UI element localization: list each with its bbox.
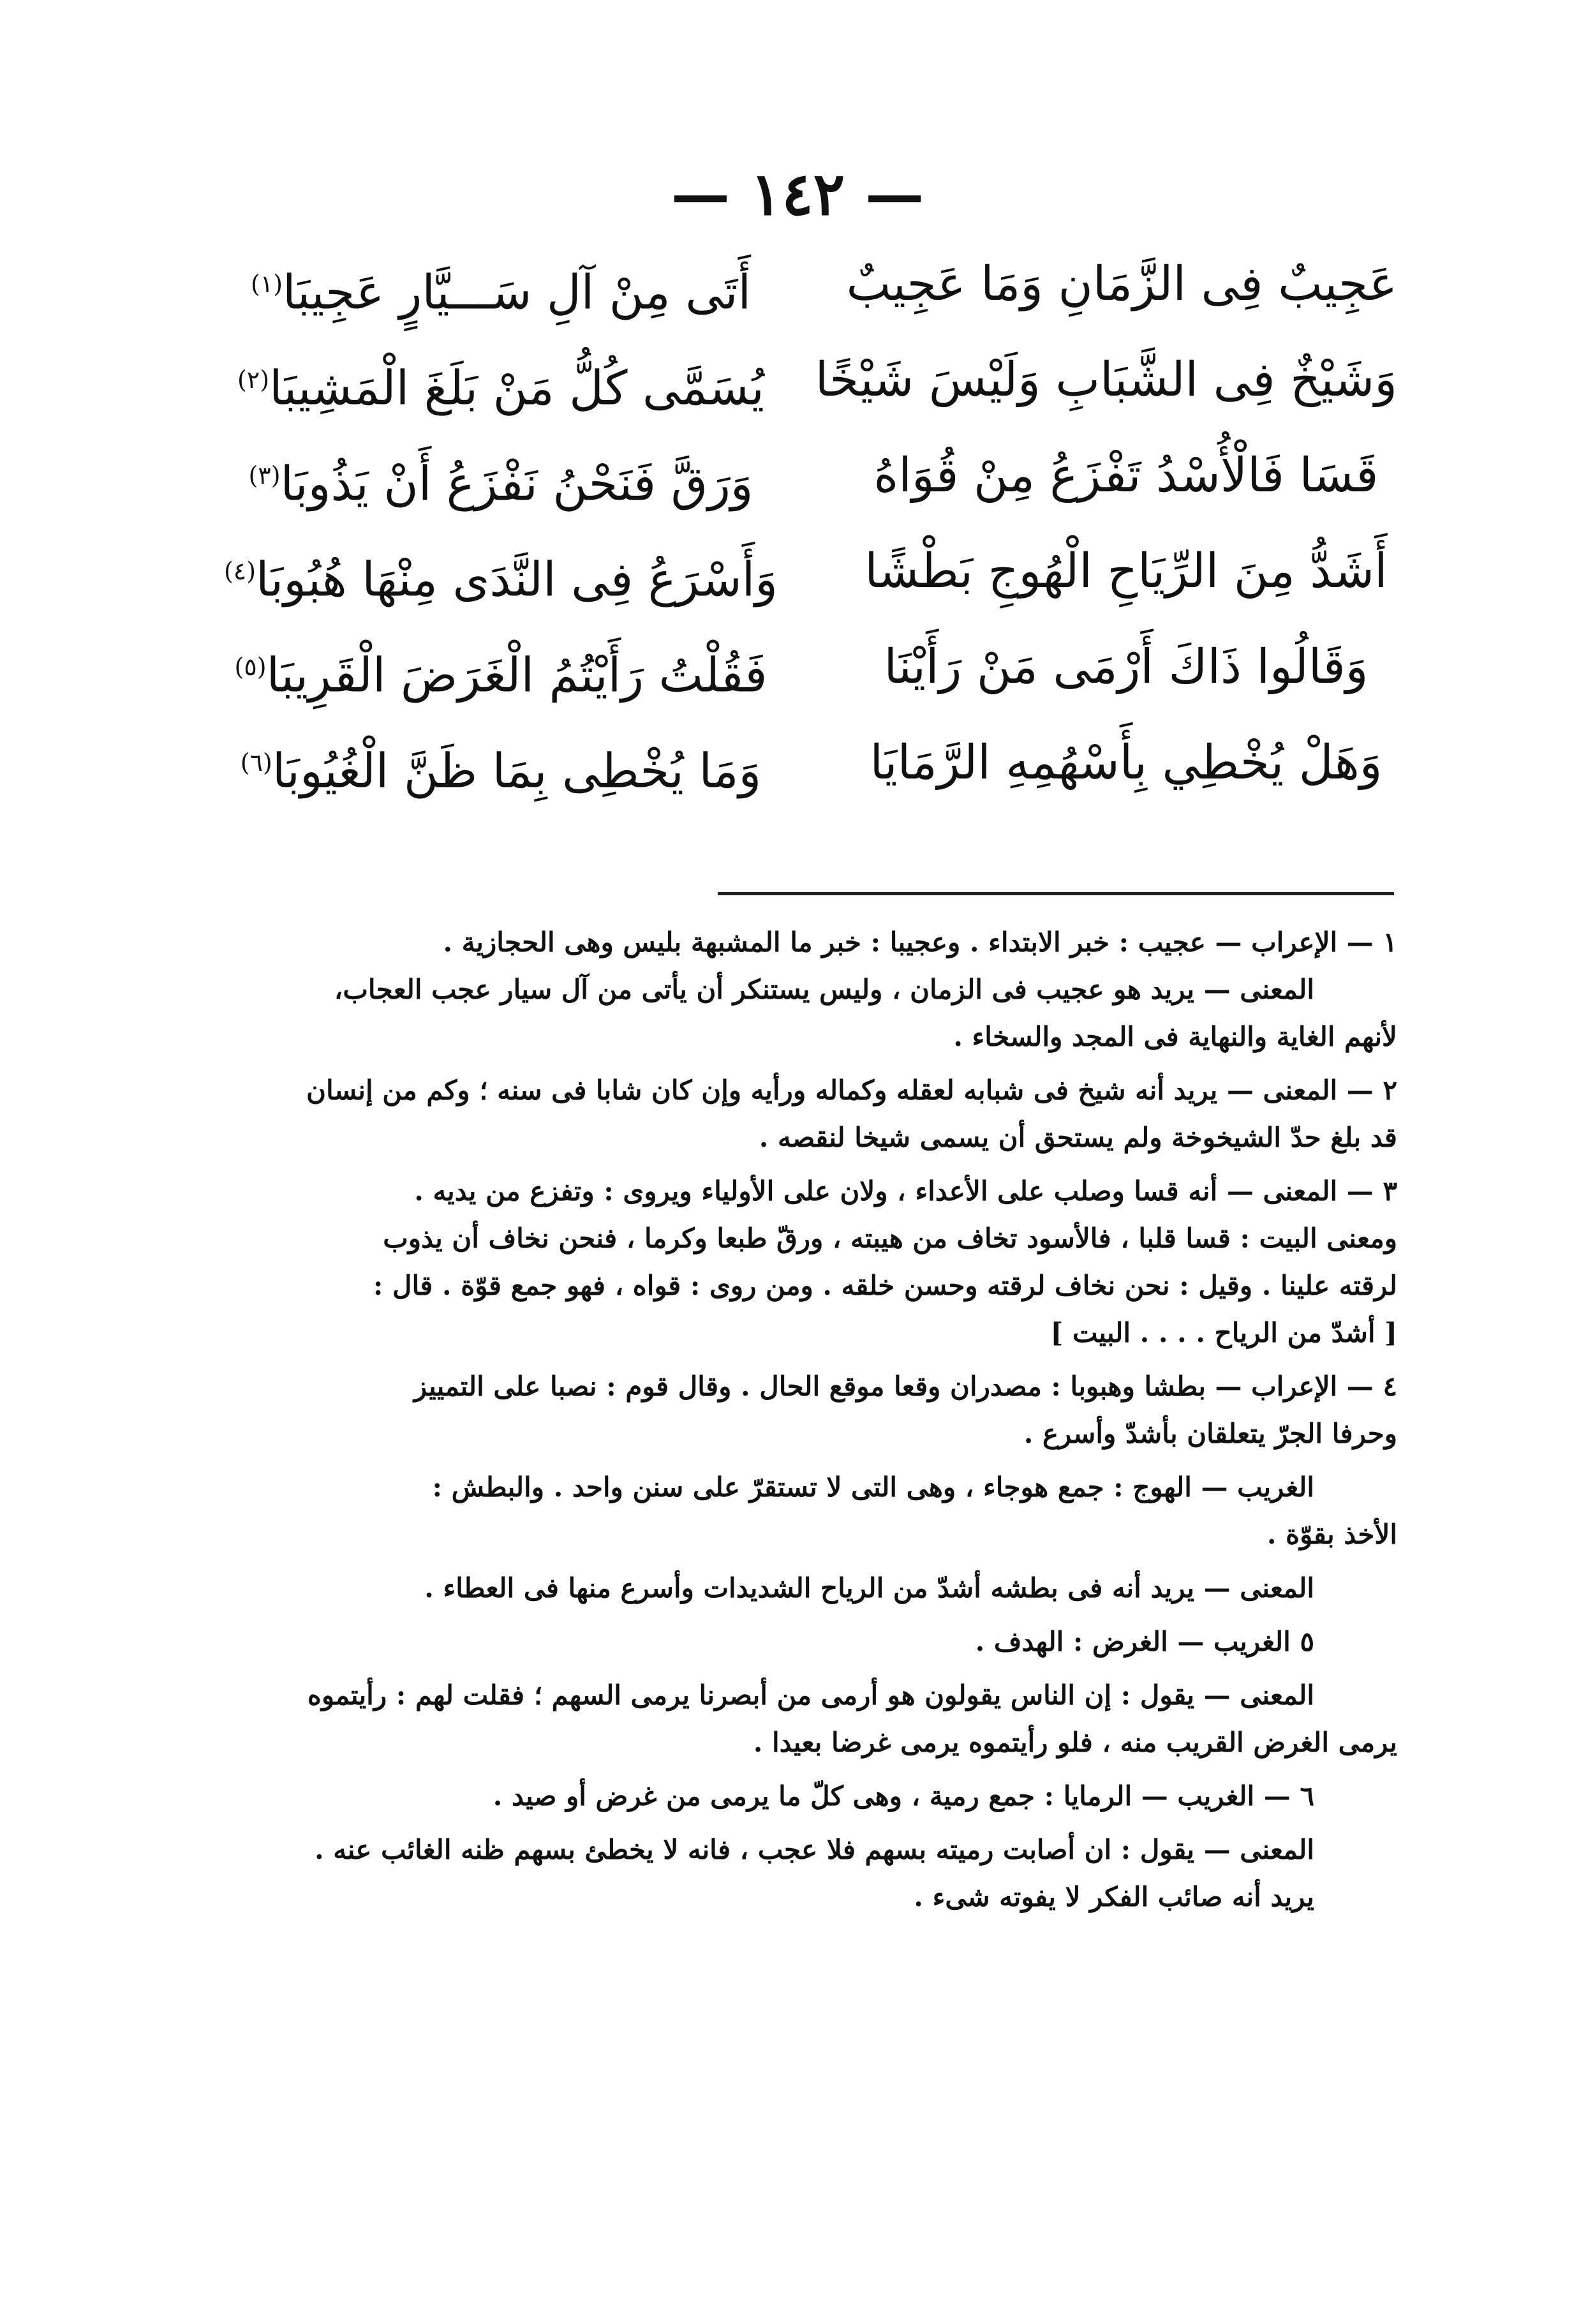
note-line: ومعنى البيت : قسا قلبا ، فالأسود تخاف من هيبته ، ورقّ طبعا وكرما ، فنحن نخاف أن يذوب [383,1223,1397,1254]
verse-first-hemistich: عَجِيبٌ فِى الزَّمَانِ وَمَا عَجِيبٌ [846,257,1397,311]
note-line: الأخذ بقوّة . [1266,1519,1397,1550]
footnote-marker: (٤) [223,557,256,585]
note-line: ٣ — المعنى — أنه قسا وصلب على الأعداء ، ولان على الأولياء ويروى : وتفزع من يديه . [414,1175,1397,1207]
note-line: الغريب — الهوج : جمع هوجاء ، وهى التى لا تستقرّ على سنن واحد . والبطش : [432,1471,1314,1503]
verse-second-hemistich [204,428,798,523]
note-block [191,1565,1397,1612]
page-number: — ١٤٢ — [671,160,924,228]
verse-first-hemistich: وَشَيْخٌ فِى الشَّبَابِ وَلَيْسَ شَيْخًا [815,352,1397,407]
verse-first-hemistich: قَسَا فَالْأُسْدُ تَفْزَعُ مِنْ قُوَاهُ [873,448,1379,503]
note-line: المعنى — يريد هو عجيب فى الزمان ، وليس يستنكر أن يأتى من آل سيار عجب العجاب، [334,974,1314,1005]
note-line: ١ — الإعراب — عجيب : خبر الابتداء . وعجيبا : خبر ما المشبهة بليس وهى الحجازية . [443,927,1397,958]
commentary-notes [191,919,1397,1927]
note-block [191,1464,1397,1558]
note-line: ٢ — المعنى — يريد أنه شيخ فى شبابه لعقله وكماله ورأيه وإن كان شابا فى سنه ؛ وكم من إنسان [306,1075,1397,1106]
poem [204,236,1397,810]
verse-second-hemistich-text: يُسَمَّى كُلُّ مَنْ بَلَغَ الْمَشِيبَا [269,361,765,416]
verse-second-hemistich [204,523,798,619]
verse-line [204,715,1397,810]
verse-line [204,619,1397,715]
note-line: قد بلغ حدّ الشيخوخة ولم يستحق أن يسمى شيخا لنقصه . [759,1122,1397,1153]
note-line: ٤ — الإعراب — بطشا وهبوبا : مصدران وقعا موقع الحال . وقال قوم : نصبا على التمييز [413,1371,1397,1402]
verse-second-hemistich-text: وَرَقَّ فَنَحْنُ نَفْزَعُ أَنْ يَذُوبَا [280,456,753,512]
verse-first-hemistich: وَهَلْ يُخْطِي بِأَسْهُمِهِ الرَّمَايَا [870,735,1383,790]
verse-second-hemistich-text: فَقُلْتُ رَأَيْتُمُ الْغَرَضَ الْقَرِيبَا [266,648,768,703]
verse-first-hemistich: وَقَالُوا ذَاكَ أَرْمَى مَنْ رَأَيْنَا [884,639,1369,694]
verse-first-hemistich: أَشَدُّ مِنَ الرِّيَاحِ الْهُوجِ بَطْشًا [864,544,1388,599]
note-block [191,919,1397,1061]
verse-line [204,523,1397,619]
note-block [191,1168,1397,1357]
note-line: لرقته علينا . وقيل : نحن نخاف لرقته وحسن خلقه . ومن روى : قواه ، فهو جمع قوّة . قال : [373,1270,1397,1301]
note-line: ٦ — الغريب — الرمايا : جمع رمية ، وهى كلّ ما يرمى من غرض أو صيد . [493,1780,1314,1812]
verse-second-hemistich-text: أَتَى مِنْ آلِ سَـــيَّارٍ عَجِيبَا [283,265,752,320]
note-line: المعنى — يقول : إن الناس يقولون هو أرمى من أبصرنا يرمى السهم ؛ فقلت لهم : رأيتموه [307,1680,1314,1711]
note-block [191,1773,1397,1820]
note-line: وحرفا الجرّ يتعلقان بأشدّ وأسرع . [1023,1418,1397,1449]
footnote-marker: (٣) [248,461,281,489]
verse-second-hemistich [204,236,798,332]
note-block [191,1067,1397,1161]
note-line: يريد أنه صائب الفكر لا يفوته شىء . [914,1881,1314,1912]
verse-second-hemistich-text: وَمَا يُخْطِى بِمَا ظَنَّ الْغُيُوبَا [272,743,762,799]
verse-second-hemistich [204,619,798,715]
note-block [191,1363,1397,1457]
verse-line [204,236,1397,332]
footnote-marker: (٦) [240,749,272,777]
note-block [191,1618,1397,1665]
note-line: [ أشدّ من الرياح . . . . البيت ] [1050,1317,1397,1348]
verse-line [204,332,1397,428]
footnote-marker: (٢) [237,366,270,394]
verse-second-hemistich-text: وَأَسْرَعُ فِى النَّدَى مِنْهَا هُبُوبَا [256,552,778,607]
note-line: لأنهم الغاية والنهاية فى المجد والسخاء . [953,1021,1397,1052]
note-line: المعنى — يريد أنه فى بطشه أشدّ من الرياح الشديدات وأسرع منها فى العطاء . [424,1572,1314,1604]
verse-second-hemistich [204,715,798,810]
footnote-separator [718,892,1394,895]
footnote-marker: (١) [250,270,283,298]
verse-line [204,428,1397,523]
note-block [191,1672,1397,1766]
note-block [191,1826,1397,1921]
footnote-marker: (٥) [234,653,267,681]
verse-second-hemistich [204,332,798,428]
note-line: ٥ الغريب — الغرض : الهدف . [975,1626,1314,1657]
note-line: يرمى الغرض القريب منه ، فلو رأيتموه يرمى غرضا بعيدا . [753,1727,1397,1758]
note-line: المعنى — يقول : ان أصابت رميته بسهم فلا عجب ، فانه لا يخطئ بسهم ظنه الغائب عنه . [314,1834,1314,1865]
